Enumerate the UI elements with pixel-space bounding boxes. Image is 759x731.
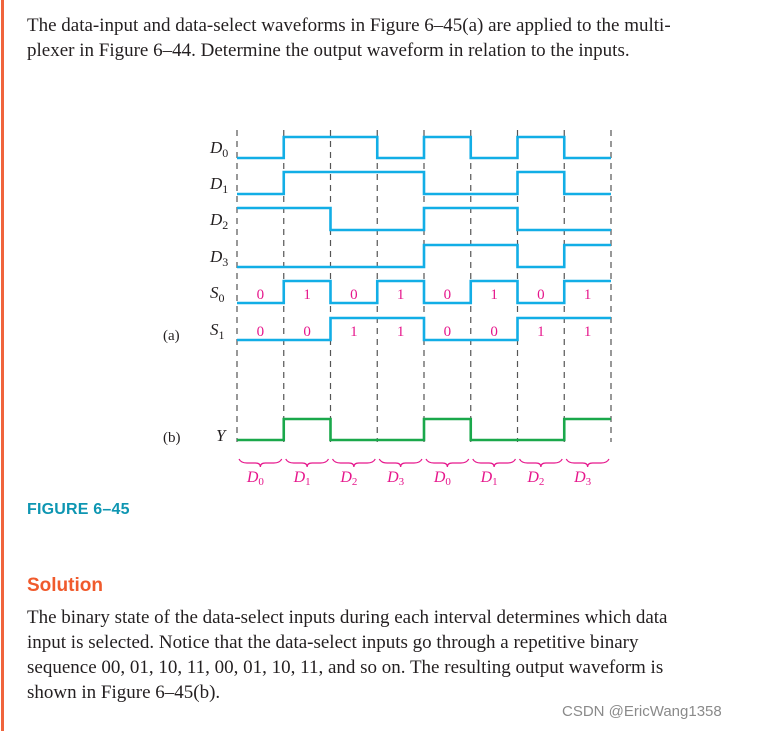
waveform-d3 [237, 245, 611, 267]
select-bit: 1 [490, 287, 498, 303]
solution-line-4: shown in Figure 6–45(b). [27, 682, 221, 703]
interval-brace [239, 459, 282, 467]
select-bit: 0 [256, 324, 265, 340]
brace-label-d2: D2 [340, 469, 358, 488]
label-d0: $D_0$ [210, 138, 229, 160]
interval-brace [333, 459, 376, 467]
interval-brace [426, 459, 469, 467]
solution-heading: Solution [27, 575, 103, 596]
waveform-s1 [237, 318, 611, 340]
brace-label-d3: D3 [387, 469, 405, 488]
interval-braces [239, 459, 609, 488]
select-bit: 0 [303, 324, 311, 340]
select-bit: 1 [303, 287, 311, 303]
watermark: CSDN @EricWang1358 [562, 703, 722, 720]
label-d1: $D_1$ [210, 174, 229, 196]
select-bit: 0 [256, 287, 265, 303]
signal-labels [209, 138, 228, 445]
select-bit: 1 [396, 287, 405, 303]
select-bit: 0 [490, 324, 498, 340]
solution-line-2: input is selected. Notice that the data-select inputs go through a repetitive binary [27, 632, 639, 653]
part-b-label: (b) [163, 430, 181, 446]
select-bit: 1 [350, 324, 358, 340]
label-y: Y [216, 426, 226, 445]
brace-label-d0: D0 [433, 469, 451, 488]
brace-label-d2: D2 [527, 469, 545, 488]
solution-text [27, 605, 745, 705]
brace-label-d3: D3 [574, 469, 592, 488]
interval-brace [566, 459, 609, 467]
brace-label-d0: D0 [246, 469, 264, 488]
problem-line-2: plexer in Figure 6–44. Determine the output waveform in relation to the inputs. [27, 40, 630, 61]
part-a-label: (a) [163, 328, 180, 344]
brace-label-d1: D1 [480, 469, 498, 488]
label-s0: $S_0$ [210, 283, 225, 305]
interval-brace [379, 459, 422, 467]
brace-label-d1: D1 [293, 469, 311, 488]
label-s1: $S_1$ [210, 320, 225, 342]
select-bit: 0 [443, 324, 452, 340]
select-bit: 1 [583, 324, 592, 340]
select-bit: 1 [396, 324, 405, 340]
label-d2: $D_2$ [210, 210, 229, 232]
solution-line-1: The binary state of the data-select inputs during each interval determines which data [27, 607, 668, 628]
waveform-d1 [237, 172, 611, 194]
waveform-y [237, 419, 611, 440]
interval-brace [286, 459, 329, 467]
select-bit: 1 [537, 324, 545, 340]
label-d3: $D_3$ [210, 247, 229, 269]
select-bit: 0 [537, 287, 545, 303]
waveform-s0 [237, 281, 611, 303]
select-bit: 1 [583, 287, 592, 303]
select-bit: 0 [443, 287, 452, 303]
solution-line-3: sequence 00, 01, 10, 11, 00, 01, 10, 11, and so on. The resulting output waveform is [27, 657, 664, 678]
figure-label: FIGURE 6–45 [27, 501, 130, 518]
waveform-d0 [237, 137, 611, 158]
interval-brace [473, 459, 516, 467]
problem-line-1: The data-input and data-select waveforms in Figure 6–45(a) are applied to the multi- [27, 15, 671, 36]
waveform-d2 [237, 208, 611, 230]
interval-brace [520, 459, 563, 467]
select-bit: 0 [350, 287, 358, 303]
